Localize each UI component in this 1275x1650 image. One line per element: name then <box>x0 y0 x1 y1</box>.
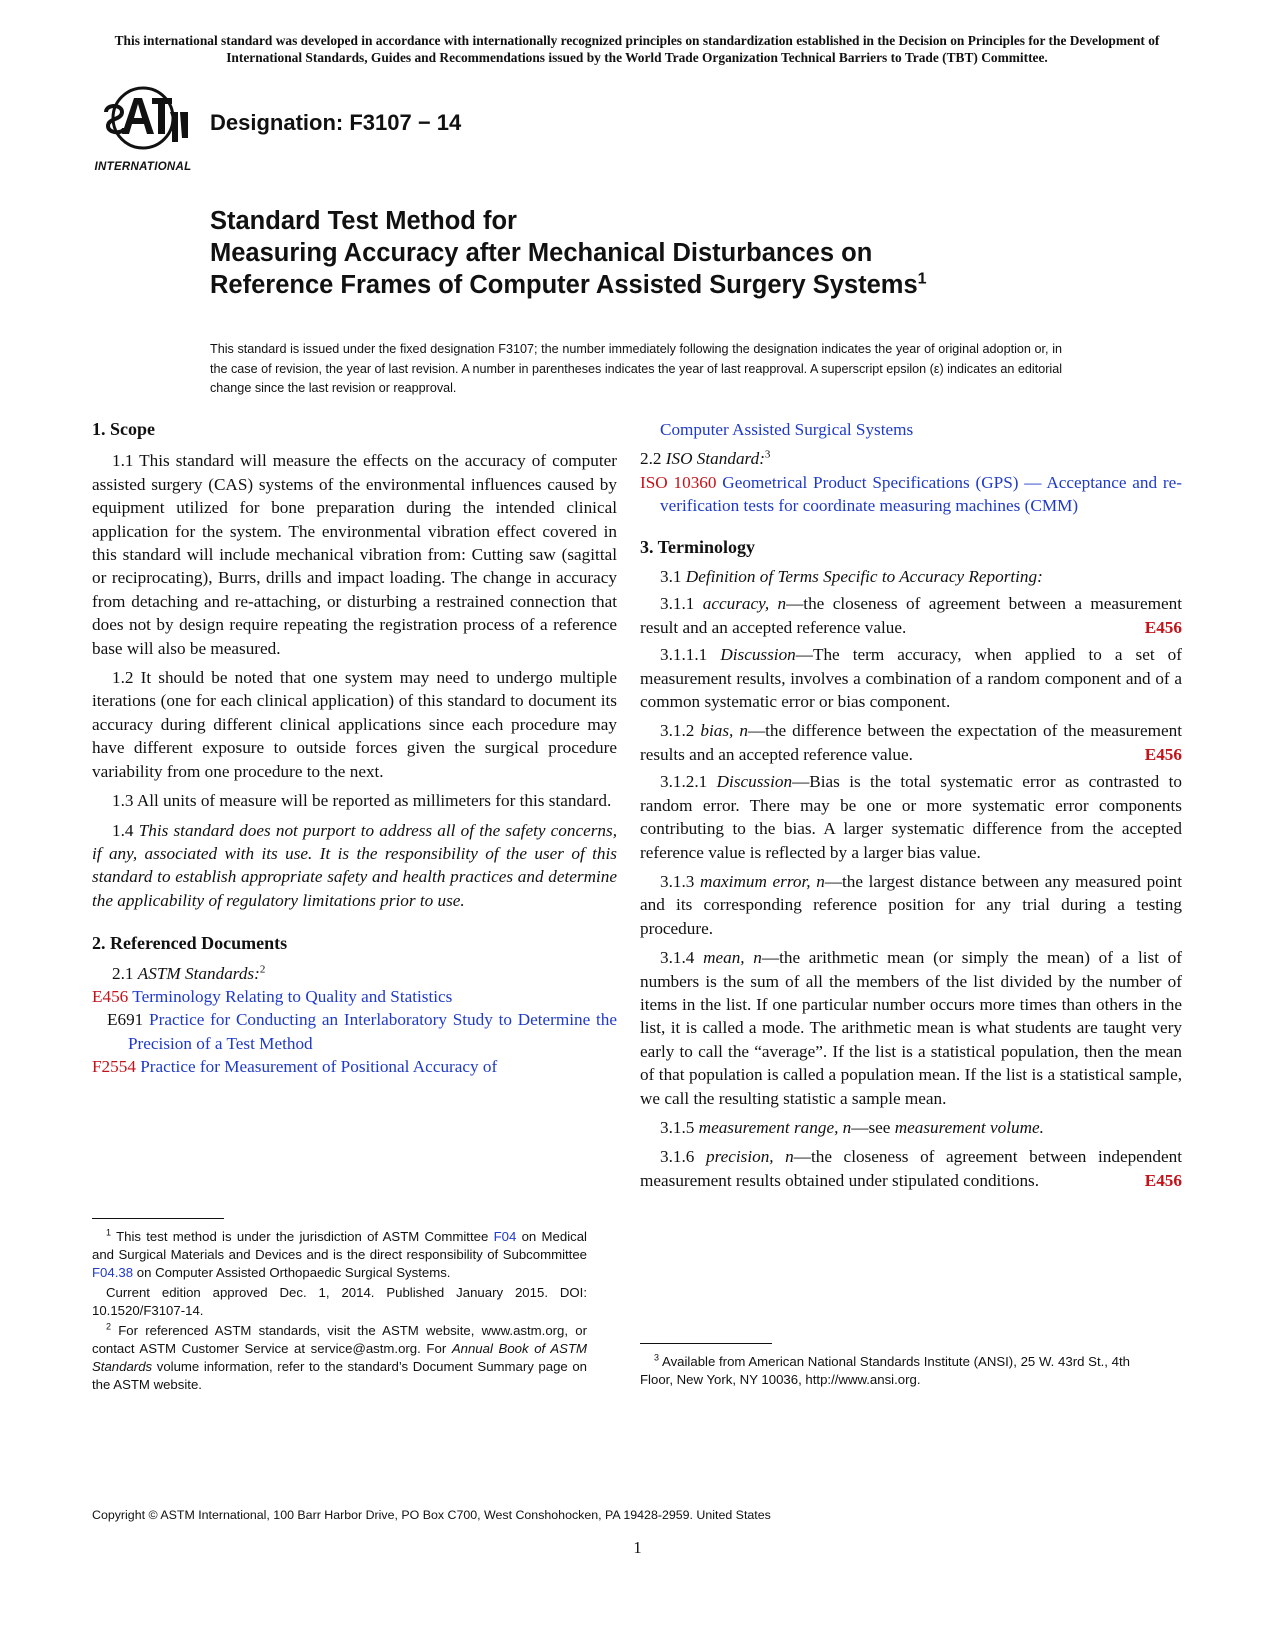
term-3-1-1 <box>640 592 1182 639</box>
footnote-1-text-b: on Medical and Surgical Materials and Devices and is the direct responsibility of Subcommittee <box>92 1229 587 1262</box>
astm-standards-title: ASTM Standards: <box>137 963 260 983</box>
astm-standards-sup: 2 <box>259 962 266 975</box>
ref-e456-code[interactable]: E456 <box>92 986 129 1006</box>
iso-standard-label <box>640 447 1182 470</box>
title-line-3-text: Reference Frames of Computer Assisted Surgery Systems <box>210 271 918 299</box>
term-3-1-4-def: —the arithmetic mean (or simply the mean) of a list of numbers is the sum of all the members of the list divided by the number of items in the list. If one particular number occurs more times than others in the list, it is called a mode. The arithmetic mean is what students are taught very early to call the “average”. If the list is a statistical population, then the mean of that population is called a population mean. If the list is a statistical sample, we call the resulting statistic a sample mean. <box>640 948 1183 1108</box>
footnote-2-marker: 2 <box>106 1321 112 1332</box>
section-2-heading: 2. Referenced Documents <box>92 933 288 954</box>
ref-iso-code[interactable]: ISO 10360 <box>640 472 717 492</box>
term-3-1-6 <box>640 1145 1182 1192</box>
footnote-1-link-f04[interactable]: F04 <box>493 1229 517 1244</box>
title-line-1: Standard Test Method for <box>210 207 517 235</box>
term-3-1-2-ref[interactable]: E456 <box>1144 744 1182 764</box>
term-3-1-title: Definition of Terms Specific to Accuracy Reporting: <box>685 567 1043 587</box>
term-3-1-5-num: 3.1.5 <box>660 1117 695 1137</box>
para-1-1: 1.1 This standard will measure the effects on the accuracy of computer assisted surgery (CAS) systems of the environmental influences caused by equipment utilized for bone preparation during the intended clinical application for the system. The environmental vibration effect covered in this standard will include mechanical vibration from: Cutting saw (sagittal or reciprocating), Burrs, drills and impact loading. The change in accuracy from detaching and re-attaching, or disturbing a restrained connection that does not by design require repeating the registration process of a reference base will also be measured. <box>92 451 617 658</box>
footnote-1-marker: 1 <box>106 1227 112 1238</box>
ref-e691 <box>92 1008 617 1055</box>
astm-logo <box>92 82 194 172</box>
footnote-2-text-b: volume information, refer to the standard’s Document Summary page on the ASTM website. <box>92 1359 587 1392</box>
footnote-3-marker: 3 <box>654 1352 660 1363</box>
logo-text: INTERNATIONAL <box>94 161 192 173</box>
term-3-1-3-term: maximum error, n <box>700 871 825 891</box>
term-3-1-4-term: mean, n <box>703 948 762 968</box>
para-1-4 <box>92 819 617 913</box>
footnote-3 <box>640 1353 1130 1389</box>
term-3-1-3 <box>640 870 1182 940</box>
astm-standards-num: 2.1 <box>112 963 134 983</box>
ref-e456-title[interactable]: Terminology Relating to Quality and Statistics <box>132 986 453 1006</box>
term-3-1-6-term: precision, n <box>705 1147 794 1167</box>
footnote-2-italic: Annual Book of ASTM Standards <box>92 1341 587 1374</box>
term-3-1-4 <box>640 946 1182 1110</box>
term-3-1-6-ref[interactable]: E456 <box>1144 1170 1182 1190</box>
copyright-footer: Copyright © ASTM International, 100 Barr Harbor Drive, PO Box C700, West Conshohocken, PA 19428-2959. United States <box>92 1508 771 1522</box>
iso-standard-sup: 3 <box>764 448 771 461</box>
para-1-4-text: This standard does not purport to address all of the safety concerns, if any, associated with its use. It is the responsibility of the user of this standard to establish appropriate safety and health practices and determine the applicability of regulatory limitations prior to use. <box>92 820 618 910</box>
page-number: 1 <box>633 1538 642 1557</box>
para-1-2: 1.2 It should be noted that one system may need to undergo multiple iterations (one for each clinical application) of this standard to document its accuracy during different clinical applications since each procedure may have different exposure to outside forces given the surgical procedure variability from one procedure to the next. <box>92 668 617 781</box>
term-3-1-num: 3.1 <box>660 567 682 587</box>
title-footnote-marker: 1 <box>917 270 927 288</box>
term-3-1-3-def: —the largest distance between any measured point and its corresponding reference position for any trial during a testing procedure. <box>640 871 1183 938</box>
ref-f2554-code[interactable]: F2554 <box>92 1057 136 1077</box>
footnote-2 <box>92 1322 587 1394</box>
footnote-1 <box>92 1228 587 1282</box>
ref-iso-10360 <box>640 471 1183 518</box>
right-footnote-rule <box>640 1343 772 1344</box>
term-3-1-2-1-term: Discussion <box>716 772 793 792</box>
ref-e691-title[interactable]: Practice for Conducting an Interlaboratory Study to Determine the Precision of a Test Method <box>128 1010 617 1053</box>
term-3-1-3-num: 3.1.3 <box>660 871 695 891</box>
right-footnote <box>640 1353 1130 1389</box>
ref-f2554-title-part1[interactable]: Practice for Measurement of Positional Accuracy of <box>140 1057 498 1077</box>
title-line-3 <box>210 269 1210 302</box>
term-3-1-1-1 <box>640 643 1182 713</box>
term-3-1-2 <box>640 719 1182 766</box>
footnote-1-edition: Current edition approved Dec. 1, 2014. Published January 2015. DOI: 10.1520/F3107-14. <box>92 1285 587 1318</box>
designation: Designation: F3107 − 14 <box>210 110 462 135</box>
term-3-1-1-ref[interactable]: E456 <box>1144 617 1182 637</box>
term-3-1-2-1-num: 3.1.2.1 <box>660 772 708 792</box>
term-3-1-5 <box>640 1116 1182 1139</box>
term-3-1-5-term: measurement range, n <box>698 1117 852 1137</box>
para-1-3: 1.3 All units of measure will be reported as millimeters for this standard. <box>112 791 612 811</box>
iso-standard-num: 2.2 <box>640 449 662 469</box>
term-3-1-5-see: measurement volume. <box>894 1117 1044 1137</box>
iso-standard-title: ISO Standard: <box>665 449 765 469</box>
footnote-1-link-f0438[interactable]: F04.38 <box>92 1265 134 1280</box>
term-3-1 <box>640 565 1182 588</box>
right-column <box>640 418 1183 1192</box>
issued-statement: This standard is issued under the fixed designation F3107; the number immediately following the designation indicates the year of original adoption or, in the case of revision, the year of last revision. A number in parentheses indicates the year of last reapproval. A superscript epsilon (ε) indicates an editorial change since the last revision or reapproval. <box>210 342 1062 395</box>
section-1-heading: 1. Scope <box>92 419 155 439</box>
ref-f2554-title-part2[interactable]: Computer Assisted Surgical Systems <box>660 420 914 439</box>
term-3-1-2-term: bias, n <box>700 721 748 741</box>
footnote-1-text-c: on Computer Assisted Orthopaedic Surgical Systems. <box>136 1265 451 1280</box>
term-3-1-1-1-term: Discussion <box>720 645 796 665</box>
footnote-2-text-a: For referenced ASTM standards, visit the ASTM website, www.astm.org, or contact ASTM Customer Service at service@astm.org. For <box>92 1323 587 1356</box>
term-3-1-2-num: 3.1.2 <box>660 721 695 741</box>
left-column <box>92 418 617 1079</box>
terminology-body <box>640 565 1182 1192</box>
section-3-heading: 3. Terminology <box>640 536 756 557</box>
term-3-1-1-1-num: 3.1.1.1 <box>660 645 708 665</box>
footnote-3-text: Available from American National Standards Institute (ANSI), 25 W. 43rd St., 4th Floor, New York, NY 10036, http://www.ansi.org. <box>640 1354 1131 1387</box>
astm-logo-icon <box>92 82 194 154</box>
ref-f2554-continued <box>655 418 1182 441</box>
term-3-1-2-def: —the difference between the expectation of the measurement results and an accepted reference value. <box>640 721 1182 764</box>
term-3-1-1-def: —the closeness of agreement between a measurement result and an accepted reference value. <box>640 594 1182 637</box>
ref-e456 <box>92 985 617 1008</box>
title-line-2: Measuring Accuracy after Mechanical Disturbances on <box>210 239 873 267</box>
footnote-1-text-a: This test method is under the jurisdiction of ASTM Committee <box>116 1229 489 1244</box>
left-footnotes <box>92 1228 587 1394</box>
term-3-1-4-num: 3.1.4 <box>660 948 695 968</box>
ref-f2554 <box>92 1055 617 1078</box>
wto-notice: This international standard was developed in accordance with internationally recognized principles on standardization established in the Decision on Principles for the Development of International Standards, Guides and Recommendations issued by the World Trade Organization Technical Barriers to Trade (TBT) Committee. <box>114 33 1160 65</box>
term-3-1-6-def: —the closeness of agreement between independent measurement results obtained under stipulated conditions. <box>640 1147 1182 1190</box>
term-3-1-1-1-def: —The term accuracy, when applied to a set of measurement results, involves a combination of a random component and of a common systematic error or bias component. <box>640 645 1182 712</box>
term-3-1-1-num: 3.1.1 <box>660 594 695 614</box>
ref-e691-code: E691 <box>107 1010 144 1030</box>
para-1-4-num: 1.4 <box>112 820 134 840</box>
term-3-1-6-num: 3.1.6 <box>660 1147 695 1167</box>
astm-standards-label <box>92 962 617 985</box>
left-footnote-rule <box>92 1218 224 1219</box>
term-3-1-2-1-def: —Bias is the total systematic error as contrasted to random error. There may be one or more systematic error components contributing to the bias. A larger systematic difference from the accepted reference value is reflected by a larger bias value. <box>640 772 1183 862</box>
term-3-1-5-mid: —see <box>851 1117 891 1137</box>
ref-iso-title[interactable]: Geometrical Product Specifications (GPS) — Acceptance and re-verification tests for coordinate measuring machines (CMM) <box>660 472 1183 516</box>
term-3-1-1-term: accuracy, n <box>702 594 787 614</box>
term-3-1-2-1 <box>640 770 1182 864</box>
